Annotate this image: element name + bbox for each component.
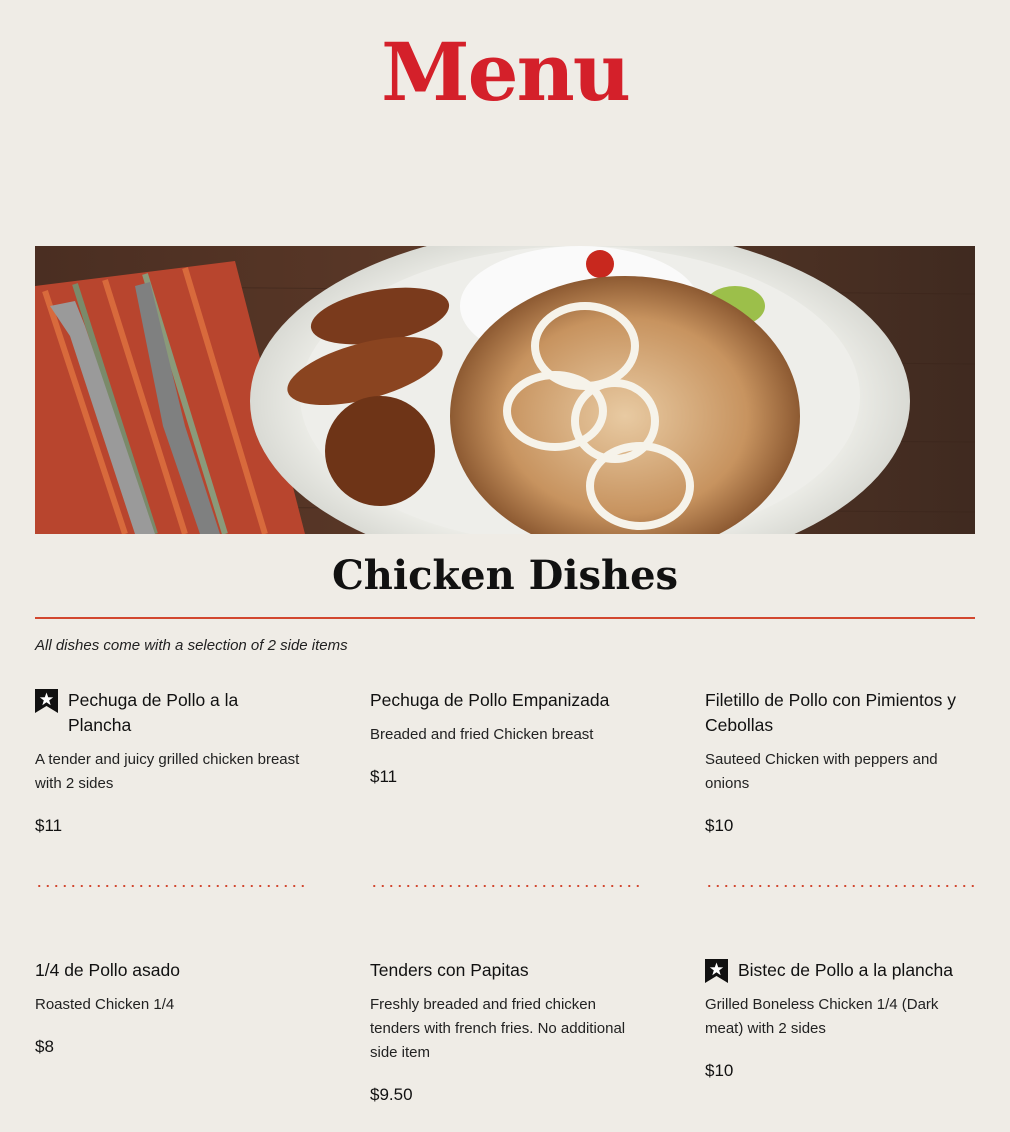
item-price: $9.50 bbox=[370, 1085, 413, 1104]
item-name: 1/4 de Pollo asado bbox=[35, 960, 180, 980]
item-price: $10 bbox=[705, 816, 734, 835]
menu-item bbox=[35, 688, 305, 958]
item-description: Grilled Boneless Chicken 1/4 (Dark meat) with 2 sides bbox=[705, 996, 939, 1037]
item-description: Freshly breaded and fried chicken tenders with french fries. No additional side item bbox=[370, 996, 626, 1061]
menu-item bbox=[35, 958, 305, 1107]
item-name: Tenders con Papitas bbox=[370, 960, 529, 980]
item-description: Sauteed Chicken with peppers and onions bbox=[705, 751, 938, 792]
item-name: Bistec de Pollo a la plancha bbox=[738, 960, 953, 980]
page-title: Menu bbox=[381, 25, 629, 119]
menu-grid bbox=[35, 688, 975, 1107]
item-description: Roasted Chicken 1/4 bbox=[35, 996, 175, 1013]
item-description: Breaded and fried Chicken breast bbox=[370, 726, 594, 743]
dotted-divider bbox=[35, 884, 305, 888]
hero-food-photo bbox=[35, 246, 975, 534]
section-divider bbox=[35, 617, 975, 619]
menu-item bbox=[370, 958, 640, 1107]
item-name: Pechuga de Pollo a la Plancha bbox=[68, 690, 239, 735]
dotted-divider bbox=[370, 884, 640, 888]
star-bookmark-icon bbox=[705, 959, 728, 983]
star-bookmark-icon bbox=[35, 689, 58, 713]
item-price: $8 bbox=[35, 1037, 54, 1056]
menu-item bbox=[370, 688, 640, 958]
section-title: Chicken Dishes bbox=[331, 552, 679, 599]
item-price: $11 bbox=[370, 767, 398, 786]
menu-item bbox=[705, 688, 975, 958]
item-description: A tender and juicy grilled chicken breast with 2 sides bbox=[35, 751, 300, 792]
item-price: $10 bbox=[705, 1061, 734, 1080]
item-name: Filetillo de Pollo con Pimientos y Cebollas bbox=[705, 690, 956, 735]
item-name: Pechuga de Pollo Empanizada bbox=[370, 690, 610, 710]
menu-item bbox=[705, 958, 975, 1107]
section-note: All dishes come with a selection of 2 side items bbox=[35, 637, 348, 654]
dotted-divider bbox=[705, 884, 975, 888]
item-price: $11 bbox=[35, 816, 63, 835]
